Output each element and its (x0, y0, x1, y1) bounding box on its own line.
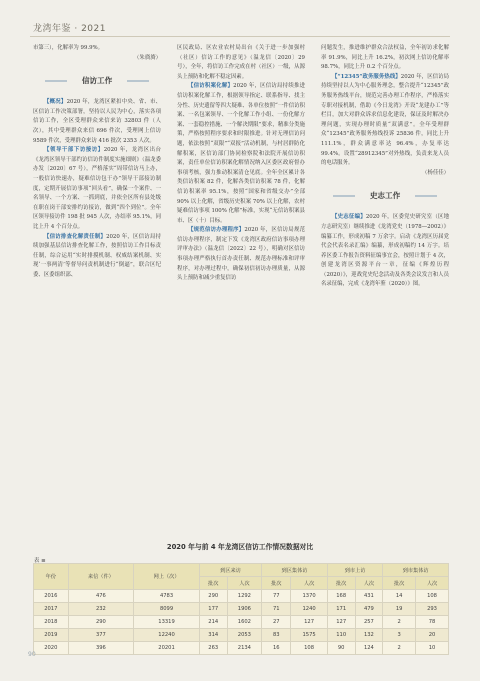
cell-letters: 396 (68, 642, 134, 655)
cell-value: 2053 (227, 629, 262, 642)
header-rule (30, 36, 450, 37)
cell-value: 1292 (227, 590, 262, 603)
cell-value: 177 (199, 603, 227, 616)
cell-value: 263 (199, 642, 227, 655)
paragraph-tag: 【规范信访办理程序】 (188, 227, 245, 234)
cell-letters: 377 (68, 629, 134, 642)
table-row (34, 590, 449, 603)
paragraph (177, 82, 305, 226)
paragraph-tag: 【史志征编】 (332, 214, 366, 221)
cell-value: 20 (416, 629, 449, 642)
table-header-row (34, 564, 449, 577)
table-unit: 表 ≡ (34, 558, 46, 564)
section-title: 史志工作 (369, 191, 401, 201)
cell-value: 108 (416, 590, 449, 603)
cell-value: 127 (327, 616, 355, 629)
paragraph-text: 2020 年，区信访局持续推进信访积案化解工作，根据领导指定、联系指导、找主分性、历史遗留等四大疑难、各单位按照“一件信访积案、一名包案领导、一个化解工作小组、一份化解方案、一套稳控措施、一个解决期限”要求，精准分类施策，严格按照程序要求和时限推进。针对无理信访问题，依法按照“双限”“双报”活动机制，与村居群防化解积案，区信访部门协同检察院和法院开展信访积案，责任单位信访积案化解情况纳入区委区政府督办事项考核，强力推动积案清仓见底。全年全区累计各类信访积案 82 件，化解各类信访积案 78 件，化解信访积案率 95.1%，按照“国家和省级交办”全部 90% 以上化解，省级历史积案 70% 以上化解，农村疑难信访事项 100% 化解”标准，实现“无信访积案县市、区（十）目标。 (177, 83, 305, 224)
paragraph-text: 2020 年，区信访局持续坚持以人为中心服务理念，整合提升“12345”政务服务热线平台，规范完善办理工作程序，严格落实专职对接机制，借助《今日龙湾》开设“龙建办工”等栏目，加大对群众诉求信息化建设，保证及时解决办理问题，实现办理时质量“双满意”。全年受理群众“12345”政务服务热线投诉 25836 件，同比上升 111.1%，群众满意率达 96.4%，办复率达 99.4%。设置“28912345”对外热线，负责来龙人员的电话服务。 (321, 73, 449, 167)
cell-value: 1240 (291, 603, 327, 616)
cell-value: 1602 (227, 616, 262, 629)
cell-value: 14 (383, 590, 416, 603)
cell-letters: 290 (68, 616, 134, 629)
column-header-group: 到市上访 (327, 564, 382, 577)
page-number: 90 (28, 651, 36, 658)
byline: （杨佳佳） (422, 169, 449, 176)
cell-value: 293 (416, 603, 449, 616)
cell-value: 214 (199, 616, 227, 629)
paragraph-tag: 【概况】 (44, 99, 67, 106)
cell-value: 2 (383, 616, 416, 629)
cell-value: 27 (262, 616, 291, 629)
column-header-batch: 批次 (383, 577, 416, 590)
cell-letters: 232 (68, 603, 134, 616)
paragraph (321, 73, 449, 169)
column-3 (321, 44, 449, 290)
table-row (34, 642, 449, 655)
heading-decoration (333, 195, 355, 197)
paragraph-text: 2020 年，区信访局规范信访办理程序，制定下发《龙湾区政府信访事项办理评审办法》（温龙信〔2022〕22 号），明确对区信访事项办理严格执行首办责任制、规范办理标准和评审程序，对办理过程中，确保初信初访办理质量，从源头上预防和减少重复信访 (177, 227, 305, 282)
paragraph (33, 146, 161, 232)
cell-value: 1370 (291, 590, 327, 603)
section-heading (33, 74, 161, 88)
paragraph: 区民政局、区农业农村局出台《关于进一步加强村（社区）信访工作的意见》（温龙信〔2020〕29 号），全年，将信访工作完成在村（社区）一级，从源头上预防和化解不稳定因素。 (177, 45, 305, 80)
column-header-people: 人次 (355, 577, 383, 590)
byline: （朱旖旖） (134, 54, 161, 61)
cell-value: 171 (327, 603, 355, 616)
paragraph-text: 2020 年，龙湾区出台《龙湾区领导干部约访信访件制度实施细则》（温龙委办发〔2020〕67 号），严格落实“周带信访马上办，一般信访快速办，疑难信访包干办”领导干部接访制度，定期开展信访事项“回头看”，确保一个案件、一名领导、一个方案、一抓到底，并依全区所有县处级在职在岗干部安排约访接访，做到“四个到位”。全年区领导接访件 198 批 945 人次，办结率 95.1%，同比上升 4 个百分点。 (33, 147, 161, 230)
cell-value: 71 (262, 603, 291, 616)
cell-web: 13319 (134, 616, 200, 629)
paragraph-text: 2020 年，区委党史研究室（区地方志研究室）继续推进《龙湾党史（1978—2002）》编纂工作，形成初稿 7 万余字。启动《龙湾区历届党代会代表名录汇编》编纂，形成初稿约 14 万字。培养区委工作报告资料征编事宜会，按照计划于 4 次，创建龙湾区资源平台一章，征编《辉煌历程（2020）》，迎战党史纪念活动及各类会议发言和人员名录征编，完成《龙湾年鉴（2020）》图。 (321, 214, 449, 288)
cell-value: 257 (355, 616, 383, 629)
cell-value: 83 (262, 629, 291, 642)
cell-value: 90 (327, 642, 355, 655)
paragraph-text: 2020 年，区信访局持续加强基层信访排查化解工作，按照信访工作目标责任制，综合运用“实时排摸机制、权威结案机制、实现‘一事两清’等督导问责机制进行“倒逼”，联合区纪委、区委组织部、 (33, 233, 161, 278)
cell-web: 20201 (134, 642, 200, 655)
column-2 (177, 44, 305, 284)
paragraph (33, 98, 161, 146)
column-header-people: 人次 (416, 577, 449, 590)
cell-value: 10 (416, 642, 449, 655)
cell-value: 168 (327, 590, 355, 603)
cell-value: 1575 (291, 629, 327, 642)
column-header-group: 到区来访 (199, 564, 261, 577)
column-header-letters: 来信（件） (68, 564, 134, 590)
column-header-batch: 批次 (199, 577, 227, 590)
cell-web: 4783 (134, 590, 200, 603)
column-header-people: 人次 (291, 577, 327, 590)
stats-table (33, 563, 449, 655)
cell-web: 8099 (134, 603, 200, 616)
column-header-batch: 批次 (327, 577, 355, 590)
cell-web: 12240 (134, 629, 200, 642)
paragraph (321, 213, 449, 290)
cell-year: 2016 (34, 590, 69, 603)
cell-value: 132 (355, 629, 383, 642)
cell-value: 16 (262, 642, 291, 655)
table-row (34, 603, 449, 616)
table-row (34, 616, 449, 629)
paragraph-tag: 【“12345”政务服务热线】 (332, 73, 401, 80)
cell-value: 2134 (227, 642, 262, 655)
cell-value: 77 (262, 590, 291, 603)
cell-value: 2 (383, 642, 416, 655)
column-header-web: 网上（次） (134, 564, 200, 590)
paragraph (177, 226, 305, 284)
paragraph: 市第三），化解率为 99.9%。 (33, 45, 104, 51)
table-row (34, 629, 449, 642)
cell-value: 124 (355, 642, 383, 655)
column-header-group: 到市集体访 (383, 564, 449, 577)
cell-value: 314 (199, 629, 227, 642)
heading-decoration (127, 80, 149, 82)
cell-value: 479 (355, 603, 383, 616)
cell-value: 431 (355, 590, 383, 603)
cell-year: 2020 (34, 642, 69, 655)
paragraph: 问题发生，推进维护群众合法权益，全年初访求化解率 91.9%，同比上升 16.2%，初次网上信访化解率 98.7%，同比上升 0.2 个百分点。 (321, 45, 449, 71)
column-header-batch: 批次 (262, 577, 291, 590)
paragraph-tag: 【领导干部下访接访】 (44, 147, 104, 154)
cell-year: 2018 (34, 616, 69, 629)
section-heading (321, 189, 449, 203)
cell-value: 110 (327, 629, 355, 642)
cell-value: 108 (291, 642, 327, 655)
cell-year: 2019 (34, 629, 69, 642)
running-head: 龙湾年鉴 · 2021 (33, 24, 106, 34)
table-title: 2020 年与前 4 年龙湾区信访工作情况数据对比 (166, 543, 314, 551)
cell-value: 290 (199, 590, 227, 603)
cell-value: 3 (383, 629, 416, 642)
cell-value: 78 (416, 616, 449, 629)
column-header-year: 年份 (34, 564, 69, 590)
heading-decoration (45, 80, 67, 82)
column-header-people: 人次 (227, 577, 262, 590)
cell-value: 19 (383, 603, 416, 616)
paragraph-tag: 【信访积案化解】 (188, 83, 234, 90)
paragraph-text: 2020 年，龙湾区紧扣中央、省、市、区信访工作决策部署，坚持以人民为中心，落实各项信访工作，全区受理群众来信来访 32803 件（人次），其中受理群众来信 696 件次，受理网上信访 9589 件次，受理群众来访 416 批次 2353 人次。 (33, 99, 161, 144)
cell-value: 127 (291, 616, 327, 629)
cell-year: 2017 (34, 603, 69, 616)
paragraph (33, 233, 161, 281)
section-title: 信访工作 (81, 76, 113, 86)
column-1 (33, 44, 161, 280)
heading-decoration (415, 195, 437, 197)
cell-letters: 476 (68, 590, 134, 603)
paragraph-tag: 【信访排查化解责任制】 (44, 233, 107, 240)
column-header-group: 到区集体访 (262, 564, 328, 577)
cell-value: 1906 (227, 603, 262, 616)
